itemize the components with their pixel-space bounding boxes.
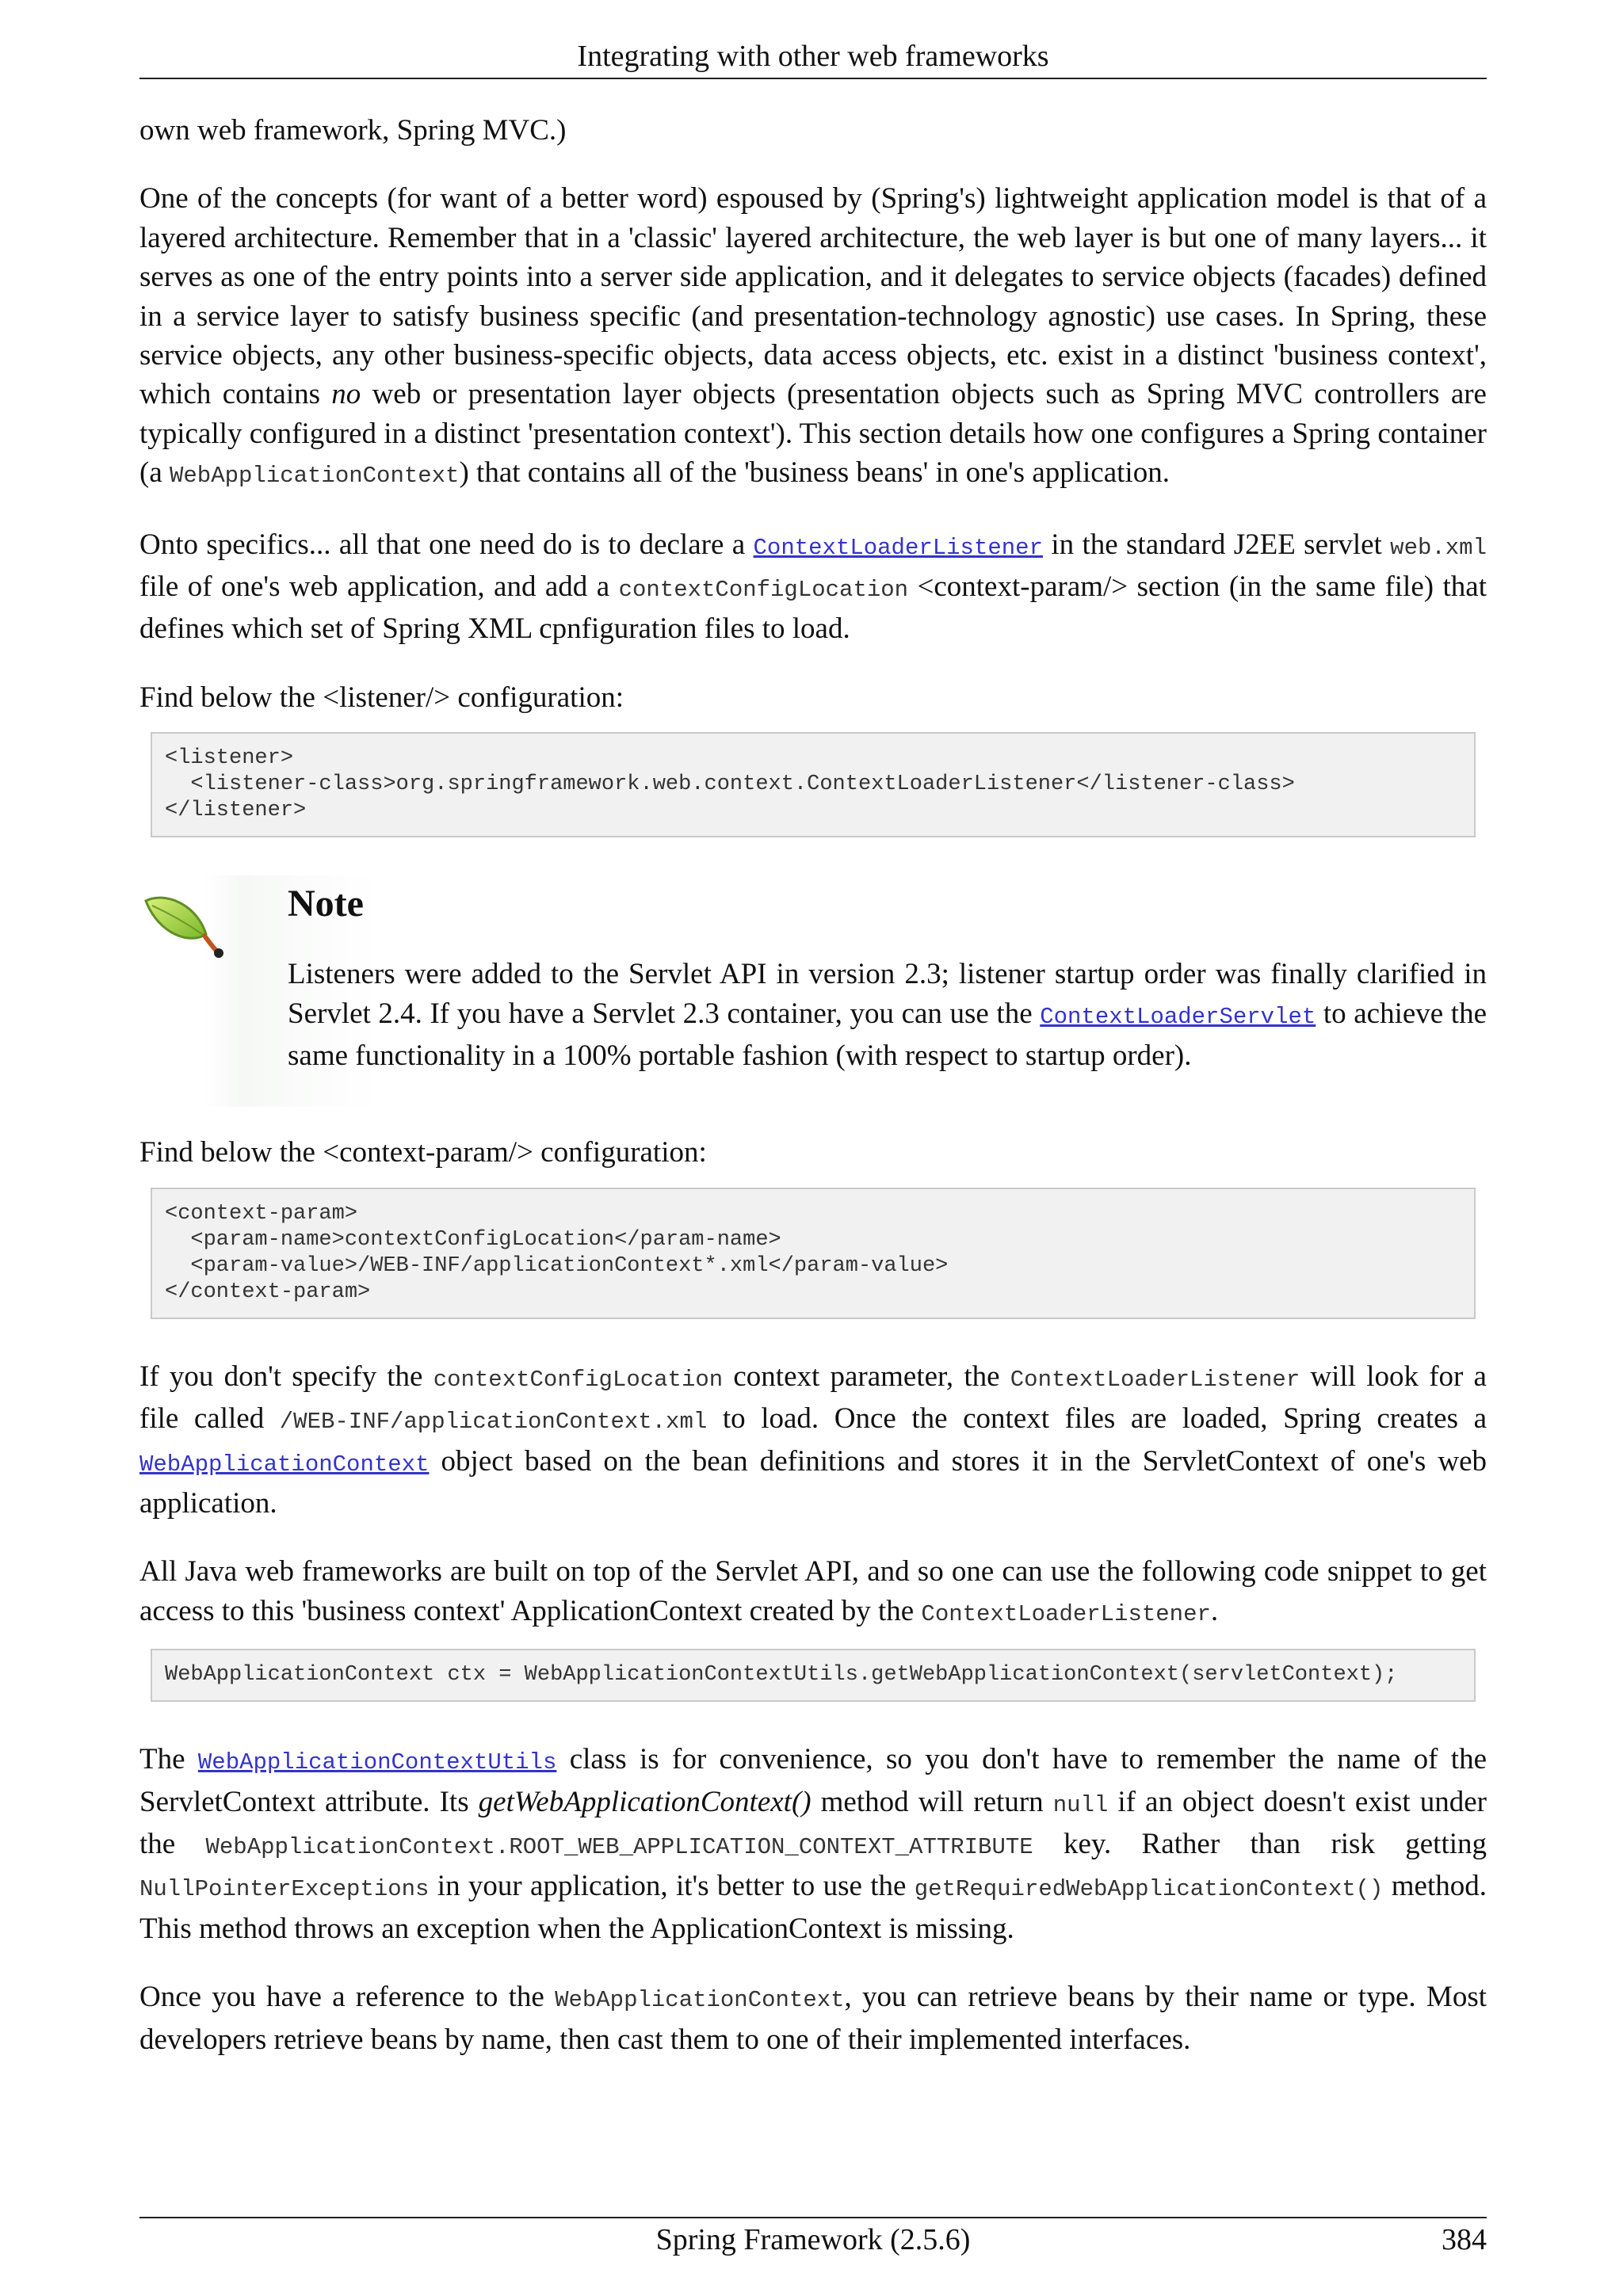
text-run: method will return xyxy=(811,1785,1053,1818)
paragraph-text: Find below the <listener/> configuration: xyxy=(139,681,624,714)
link-context-loader-servlet[interactable] xyxy=(1040,997,1316,1030)
emphasis: getWebApplicationContext() xyxy=(478,1785,812,1818)
paragraph-listener-intro xyxy=(139,678,1487,717)
text-run: context parameter, the xyxy=(723,1360,1010,1393)
inline-code: ContextLoaderListener xyxy=(921,1600,1211,1627)
paragraph-text: Find below the <context-param/> configuration: xyxy=(139,1136,707,1169)
link-context-loader-listener[interactable] xyxy=(754,528,1043,561)
link-code: ContextLoaderListener xyxy=(753,534,1043,561)
text-run: ) that contains all of the 'business beans' in one's application. xyxy=(459,456,1170,490)
code-block-context-param: <context-param> <param-name>contextConfigLocation</param-name> <param-value>/WEB-INF/applicationContext*.xml</param-value> </context-param> xyxy=(151,1188,1476,1319)
note-text xyxy=(288,955,1487,1075)
text-run: key. Rather than risk getting xyxy=(1033,1827,1487,1860)
link-web-application-context-utils[interactable] xyxy=(198,1743,556,1775)
text-run: , you can retrieve beans by their name or type. Most developers retrieve beans by name, then cast them to one of their implemented interfaces. xyxy=(139,1981,1487,2056)
code-block-get-context: WebApplicationContext ctx = WebApplicationContextUtils.getWebApplicationContext(servletContext); xyxy=(151,1649,1476,1702)
note-title: Note xyxy=(288,883,364,925)
inline-code: WebApplicationContext.ROOT_WEB_APPLICATION_CONTEXT_ATTRIBUTE xyxy=(205,1833,1033,1860)
text-run: Listeners were added to the Servlet API in version 2.3; listener startup order was finally clarified in Servlet 2.4. If you have a Servlet 2.3 container, you can use the xyxy=(288,958,1487,1030)
text-run: . xyxy=(1210,1594,1219,1627)
inline-code: WebApplicationContext xyxy=(170,463,460,490)
leaf-note-icon xyxy=(141,890,228,977)
text-run: web or presentation layer objects (presentation objects such as Spring MVC controllers are typically configured in a distinct 'presentation context'). This section details how one configures a Spring container (a xyxy=(139,378,1487,490)
page-content xyxy=(139,111,1487,2088)
inline-code: getRequiredWebApplicationContext() xyxy=(914,1876,1384,1903)
footer-rule xyxy=(139,2217,1487,2218)
inline-code: ContextLoaderListener xyxy=(1010,1366,1300,1393)
paragraph-default-location xyxy=(139,1357,1487,1524)
text-run: in your application, it's better to use the xyxy=(429,1870,915,1903)
text-run: method. This method throws an exception when the ApplicationContext is missing. xyxy=(139,1870,1487,1945)
link-code: WebApplicationContextUtils xyxy=(197,1749,557,1776)
paragraph-text: own web framework, Spring MVC.) xyxy=(139,114,567,147)
code-block-listener: <listener> <listener-class>org.springframework.web.context.ContextLoaderListener</listener-class> </listener> xyxy=(151,732,1476,837)
paragraph-servlet-api xyxy=(139,1552,1487,1634)
text-run: in the standard J2EE servlet xyxy=(1042,528,1391,561)
text-run: The xyxy=(139,1743,198,1776)
text-run: object based on the bean definitions and stores it in the ServletContext of one's web application. xyxy=(139,1444,1487,1520)
link-code: ContextLoaderServlet xyxy=(1040,1003,1316,1030)
paragraph-continuation xyxy=(139,111,1487,150)
text-run: <context-param/> section (in the same file) that defines which set of Spring XML cpnfiguration files to load. xyxy=(139,570,1487,646)
inline-code: WebApplicationContext xyxy=(555,1987,845,2014)
paragraph-layered-architecture xyxy=(139,179,1487,495)
inline-code: contextConfigLocation xyxy=(433,1366,724,1393)
paragraph-utils xyxy=(139,1740,1487,1948)
text-run: All Java web frameworks are built on top of the Servlet API, and so one can use the following code snippet to get access to this 'business context' ApplicationContext created by the xyxy=(139,1555,1487,1627)
text-run: to achieve the same functionality in a 100% portable fashion (with respect to startup order). xyxy=(288,997,1487,1073)
paragraph-context-param-intro xyxy=(139,1133,1487,1172)
text-run: Onto specifics... all that one need do is to declare a xyxy=(139,528,754,561)
text-run: One of the concepts (for want of a better word) espoused by (Spring's) lightweight application model is that of a layered architecture. Remember that in a 'classic' layered architecture, the web layer is but one of many layers... it serves as one of the entry points into a server side application, and it delegates to service objects (facades) defined in a service layer to satisfy business specific (and presentation-technology agnostic) use cases. In Spring, these service objects, any other business-specific objects, data access objects, etc. exist in a distinct 'business context', which contains xyxy=(139,182,1487,411)
link-code: WebApplicationContext xyxy=(139,1451,430,1478)
text-run: class is for convenience, so you don't have to remember the name of the ServletContext attribute. Its xyxy=(139,1743,1487,1818)
text-run: If you don't specify the xyxy=(139,1360,433,1393)
footer-title: Spring Framework (2.5.6) xyxy=(655,2223,971,2256)
page-number: 384 xyxy=(1442,2223,1487,2256)
emphasis: no xyxy=(331,378,361,411)
text-run: file of one's web application, and add a xyxy=(139,570,619,604)
text-run: to load. Once the context files are loaded, Spring creates a xyxy=(707,1402,1487,1436)
link-web-application-context[interactable] xyxy=(139,1445,429,1478)
note-box xyxy=(139,875,1487,1107)
running-header: Integrating with other web frameworks xyxy=(577,40,1049,73)
text-run: if an object doesn't exist under the xyxy=(139,1785,1487,1860)
document-page xyxy=(139,0,1487,2296)
text-run: will look for a file called xyxy=(139,1360,1487,1436)
inline-code: null xyxy=(1052,1791,1109,1818)
inline-code: contextConfigLocation xyxy=(618,577,909,604)
inline-code: NullPointerExceptions xyxy=(139,1876,430,1903)
text-run: Once you have a reference to the xyxy=(139,1981,556,2014)
paragraph-specifics xyxy=(139,525,1487,649)
inline-code: /WEB-INF/applicationContext.xml xyxy=(279,1409,708,1436)
header-rule xyxy=(139,78,1487,79)
paragraph-retrieve-beans xyxy=(139,1978,1487,2059)
inline-code: web.xml xyxy=(1390,534,1487,561)
